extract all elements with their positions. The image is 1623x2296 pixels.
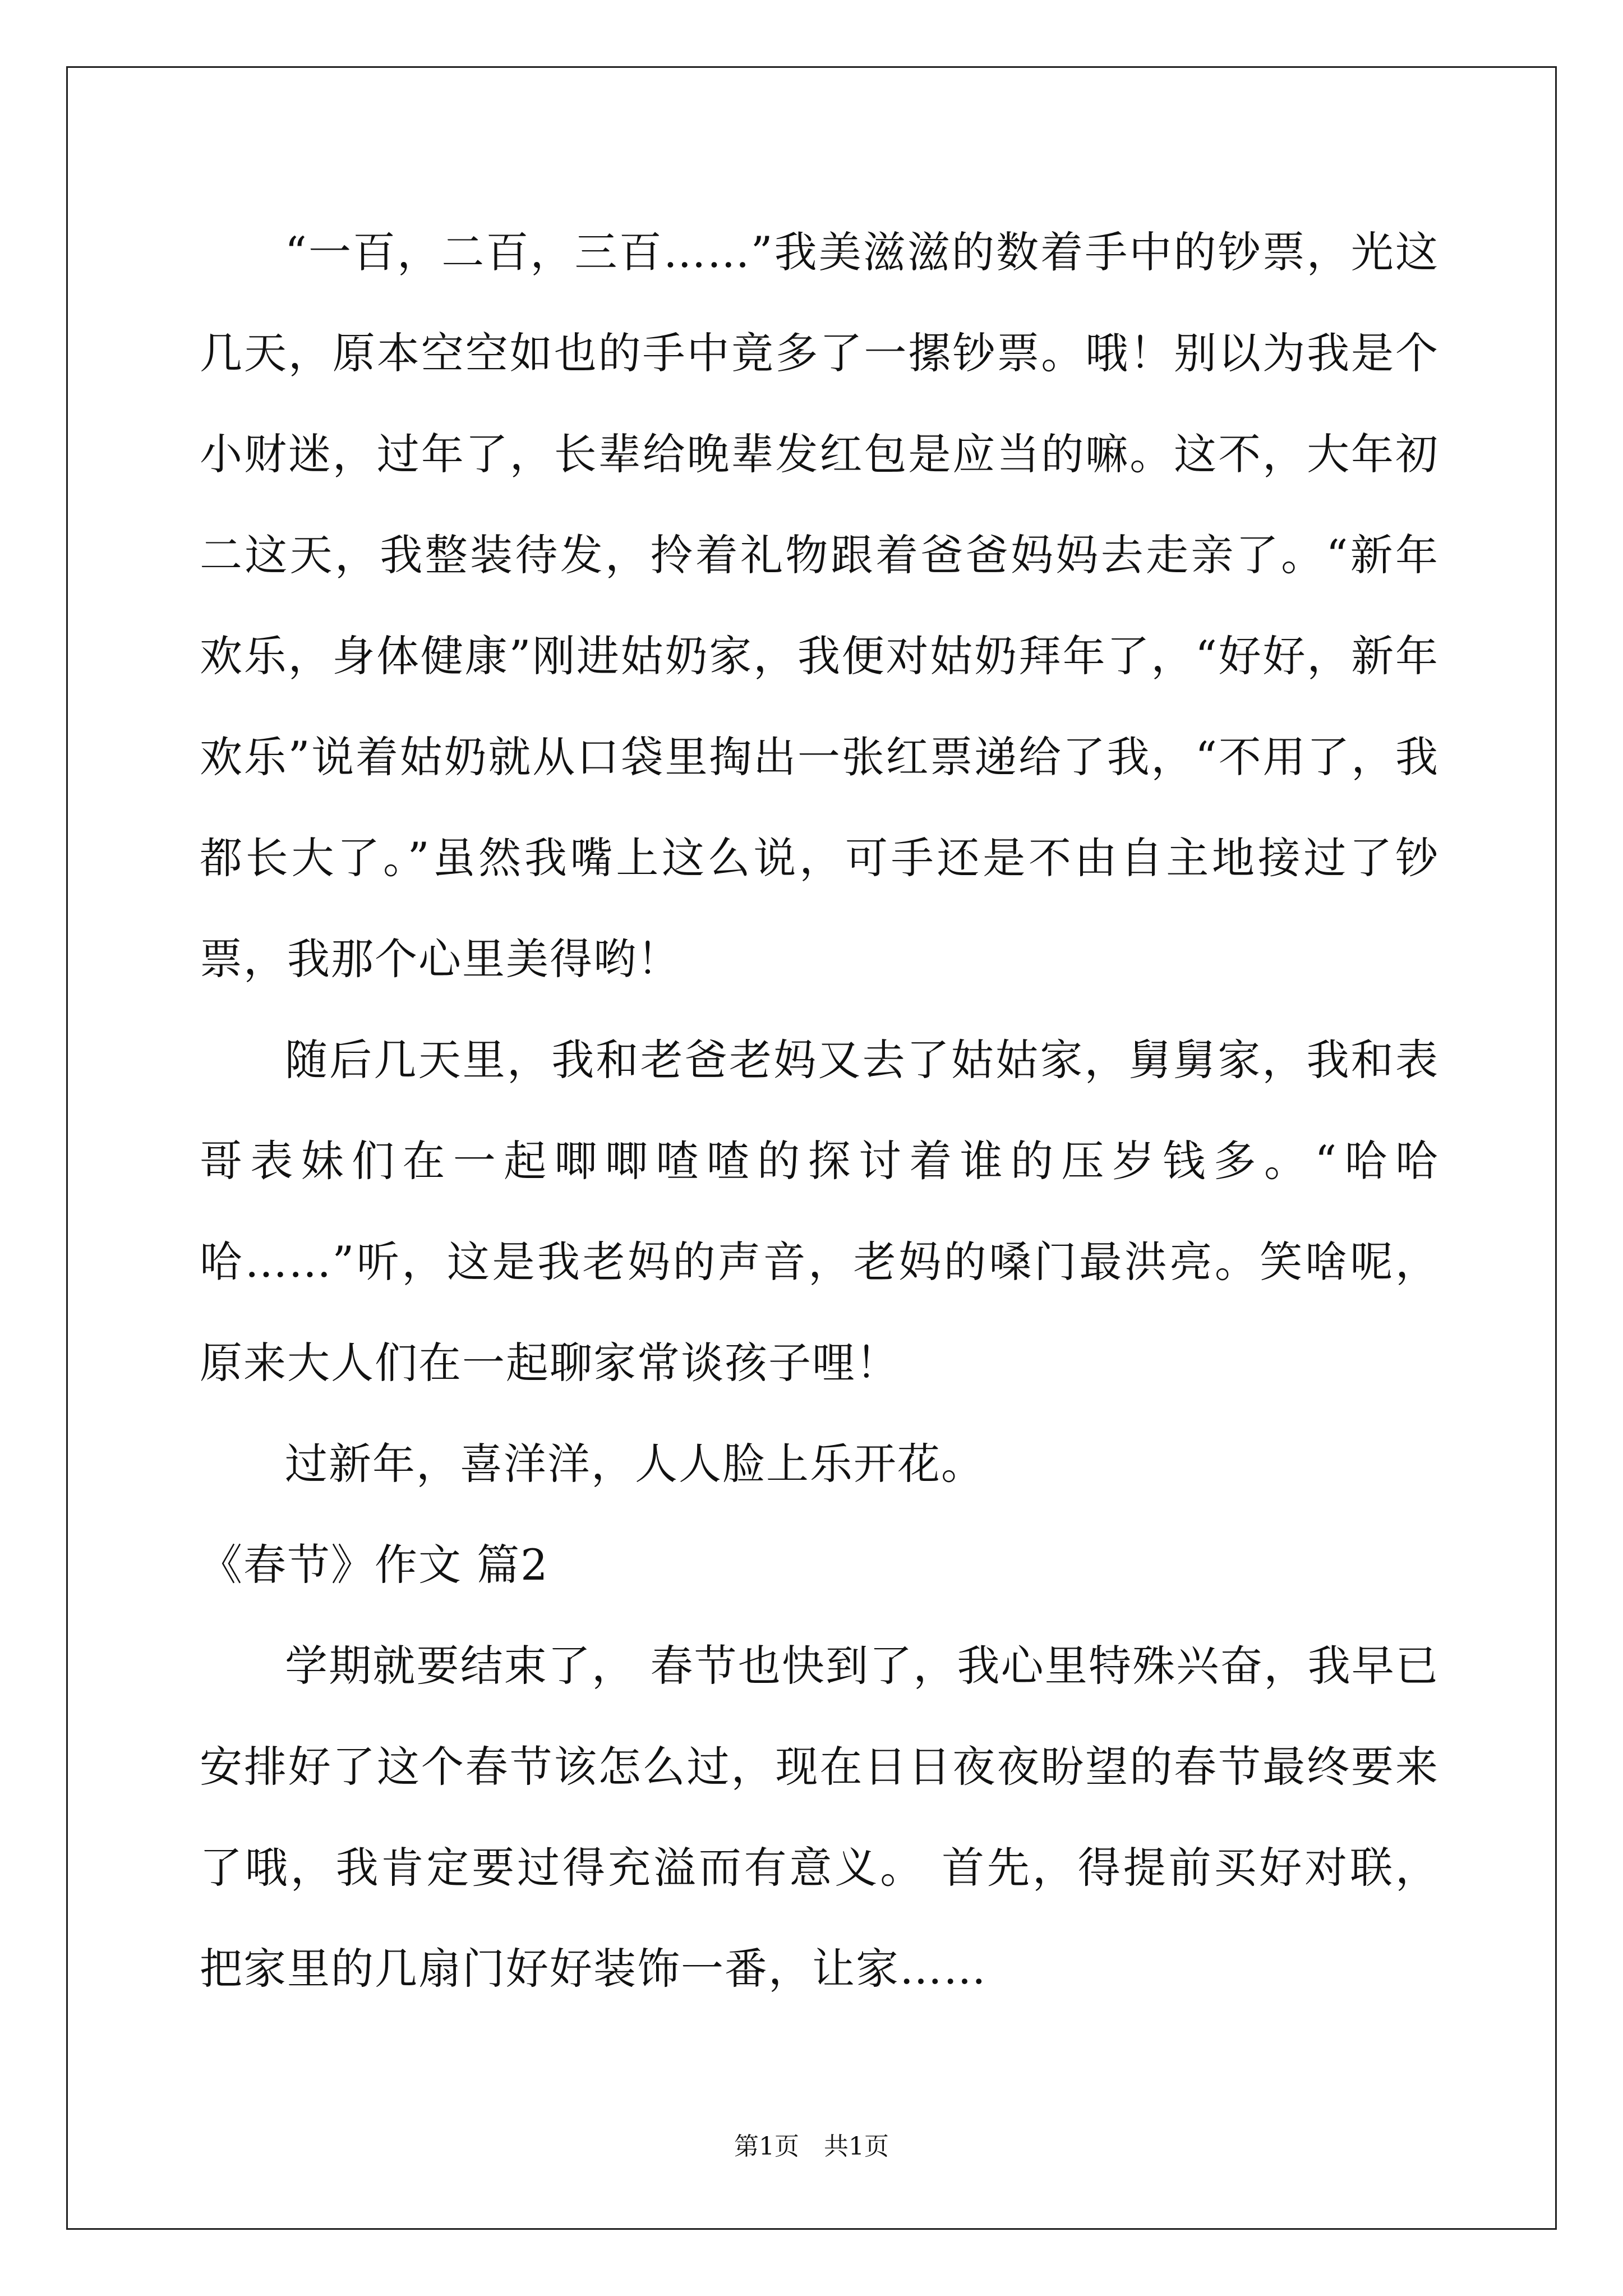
page-footer: 第1页 共1页 [734, 2132, 889, 2161]
essay-heading: 《春节》作文 篇2 [200, 1540, 549, 1590]
essay-paragraph-1: “一百，二百，三百……”我美滋滋的数着手中的钞票，光这几天，原本空空如也的手中竟多了一摞钞票。哦！别以为我是个小财迷，过年了，长辈给晚辈发红包是应当的嘛。这不，大年初二这天，我整装待发，拎着礼物跟着爸爸妈妈去走亲了。“新年欢乐，身体健康”刚进姑奶家，我便对姑奶拜年了，“好好，新年欢乐”说着姑奶就从口袋里掏出一张红票递给了我，“不用了，我都长大了。”虽然我嘴上这么说，可手还是不由自主地接过了钞票，我那个心里美得哟！ [200, 227, 1439, 984]
essay-paragraph-4: 学期就要结束了， 春节也快到了，我心里特殊兴奋，我早已安排好了这个春节该怎么过，现在日日夜夜盼望的春节最终要来了哦，我肯定要过得充溢而有意义。 首先，得提前买好对联，把家里的几扇门好好装饰一番，让家…… [200, 1641, 1439, 1994]
essay-paragraph-2: 随后几天里，我和老爸老妈又去了姑姑家，舅舅家，我和表哥表妹们在一起唧唧喳喳的探讨着谁的压岁钱多。“哈哈哈……”听，这是我老妈的声音，老妈的嗓门最洪亮。笑啥呢，原来大人们在一起聊家常谈孩子哩！ [200, 1035, 1439, 1388]
document-body [200, 202, 1439, 2019]
essay-paragraph-3: 过新年，喜洋洋，人人脸上乐开花。 [285, 1439, 985, 1489]
